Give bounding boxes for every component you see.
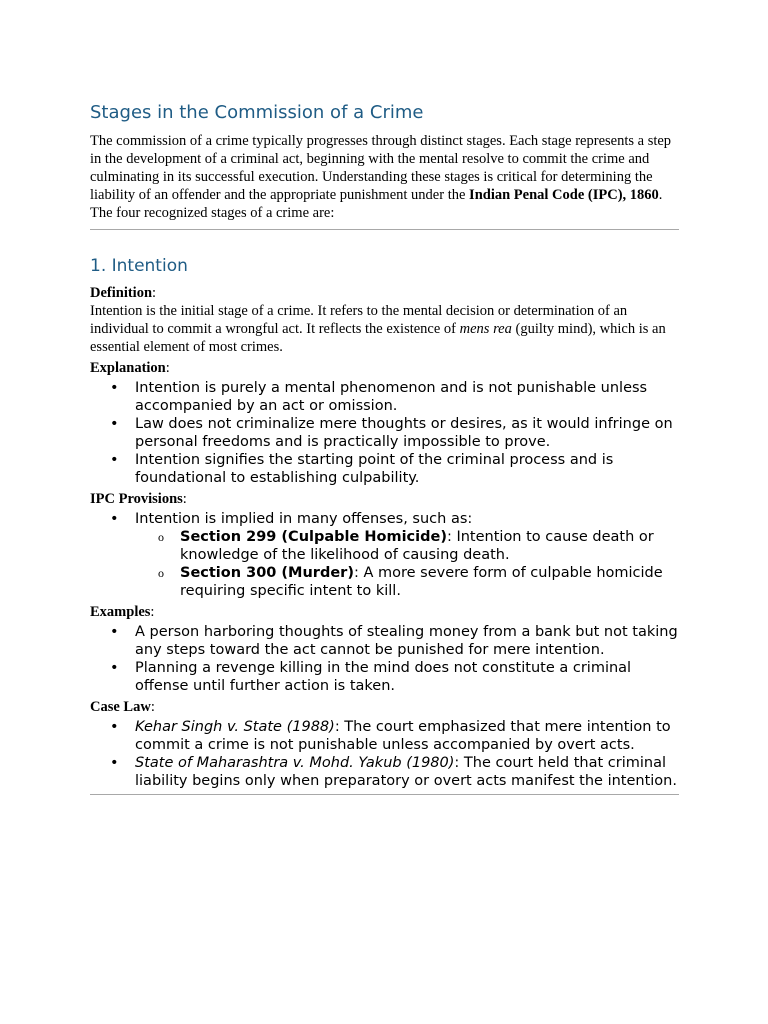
caselaw-label [90,698,679,716]
bullet-icon: • [110,719,119,735]
case-text: : The court emphasized that mere intention to commit a crime is not punishable unless accompanied by overt acts. [135,719,671,753]
sub-list-item [135,528,679,564]
list-item-text: Intention signifies the starting point of the criminal process and is foundational to establishing culpability. [135,452,614,486]
list-item [90,415,679,451]
list-item-text: A person harboring thoughts of stealing money from a bank but not taking any steps toward the act cannot be punished for mere intention. [135,624,678,658]
divider-top [90,229,679,230]
ipc-label [90,490,679,508]
bullet-icon: • [110,416,119,432]
section-300-title: Section 300 (Murder) [180,565,354,581]
case-name: State of Maharashtra v. Mohd. Yakub (1980) [135,755,455,771]
four-stages-line: The four recognized stages of a crime are: [90,205,335,221]
definition-label-text: Definition [90,285,153,301]
list-item [90,623,679,659]
section-299-text: : Intention to cause death or knowledge of the likelihood of causing death. [180,529,654,563]
ipc-label-text: IPC Provisions [90,491,183,507]
colon: : [165,360,170,376]
case-text: : The court held that criminal liability begins only when preparatory or overt acts manifest the intention. [135,755,677,789]
explanation-label-text: Explanation [90,360,166,376]
circle-bullet-icon: o [158,530,164,544]
bullet-icon: • [110,511,119,527]
list-item-text: Law does not criminalize mere thoughts or desires, as it would infringe on personal freedoms and is practically impossible to prove. [135,416,673,450]
list-item-text: Intention is purely a mental phenomenon and is not punishable unless accompanied by an act or omission. [135,380,648,414]
explanation-list [90,379,679,487]
section-heading-intention: 1. Intention [90,256,188,276]
section-299-title: Section 299 (Culpable Homicide) [180,529,447,545]
caselaw-list [90,718,679,790]
colon: : [152,285,157,301]
case-name: Kehar Singh v. State (1988) [135,719,335,735]
ipc-list [90,510,679,600]
explanation-label [90,359,679,377]
circle-bullet-icon: o [158,566,164,580]
examples-list [90,623,679,695]
definition-end: (guilty mind), which is an essential element of most crimes. [90,321,666,355]
list-item [90,659,679,695]
examples-label [90,603,679,621]
list-item [90,754,679,790]
section-300-text: : A more severe form of culpable homicide requiring specific intent to kill. [180,565,663,599]
bullet-icon: • [110,624,119,640]
list-item-text: Planning a revenge killing in the mind does not constitute a criminal offense until further action is taken. [135,660,632,694]
definition-text: Intention is the initial stage of a crime. It refers to the mental decision or determination of an individual to commit a wrongful act. It reflects the existence of [90,303,628,337]
colon: : [150,699,155,715]
page-title: Stages in the Commission of a Crime [90,102,424,123]
intro-end: . [658,187,663,203]
list-item-text: Intention is implied in many offenses, such as: [135,511,473,527]
sub-list-item [135,564,679,600]
list-item [90,379,679,415]
colon: : [182,491,187,507]
colon: : [150,604,155,620]
list-item [90,451,679,487]
examples-label-text: Examples [90,604,151,620]
bullet-icon: • [110,660,119,676]
bullet-icon: • [110,755,119,771]
list-item [90,718,679,754]
intro-text: The commission of a crime typically progresses through distinct stages. Each stage represents a step in the development of a criminal act, beginning with the mental resolve to commit the crime and culminating in its successful execution. Understanding these stages is critical for determining the liability of an offender and the appropriate punishment under the [90,133,672,203]
list-item [90,510,679,600]
bullet-icon: • [110,380,119,396]
definition-label [90,284,679,302]
ipc-sublist [135,528,679,600]
divider-bottom [90,794,679,795]
bullet-icon: • [110,452,119,468]
intro-bold-ipc: Indian Penal Code (IPC), 1860 [469,187,659,203]
definition-paragraph [90,302,679,356]
caselaw-label-text: Case Law [90,699,151,715]
document-body [90,100,679,795]
intro-paragraph [90,132,679,204]
definition-italic-mens-rea: mens rea [459,321,512,337]
